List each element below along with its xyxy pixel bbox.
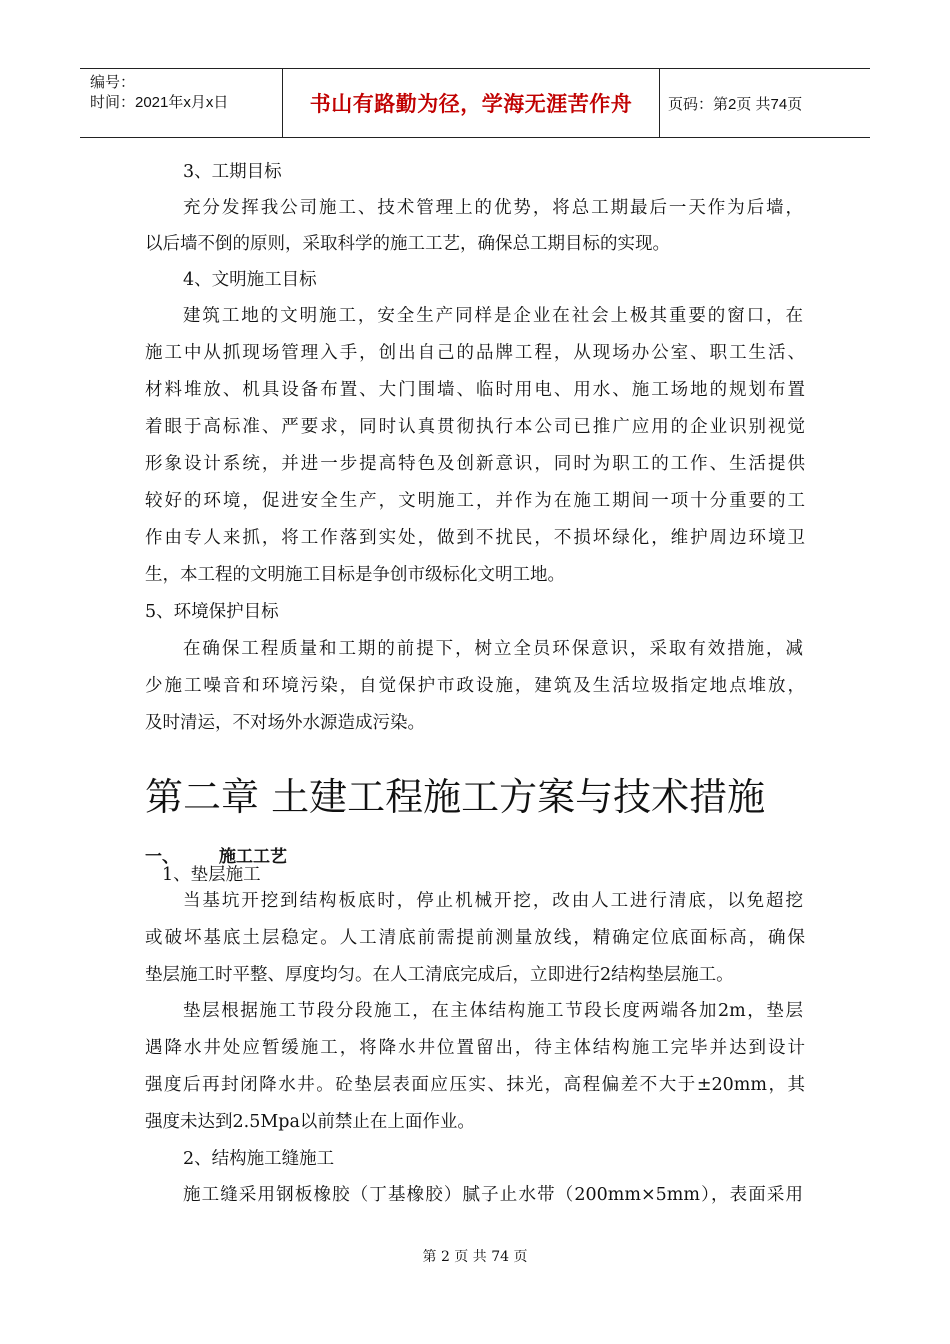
- paragraph-line: 强度未达到2.5Mpa以前禁止在上面作业。: [145, 1112, 475, 1132]
- heading-environment-goal: 5、环境保护目标: [145, 602, 279, 622]
- heading-construction-joint: 2、结构施工缝施工: [183, 1149, 335, 1169]
- section-title: 施工工艺: [219, 847, 287, 867]
- header-motto: 书山有路勤为径，学海无涯苦作舟: [309, 92, 633, 116]
- code-label: 编号：: [90, 74, 136, 91]
- paragraph-line: 少施工噪音和环境污染，自觉保护市政设施，建筑及生活垃圾指定地点堆放，: [145, 676, 805, 696]
- paragraph-line: 遇降水井处应暂缓施工，将降水井位置留出，待主体结构施工完毕并达到设计: [145, 1038, 805, 1058]
- paragraph-line: 施工中从抓现场管理入手，创出自己的品牌工程，从现场办公室、职工生活、: [145, 343, 805, 363]
- section-number: 一、: [145, 847, 179, 867]
- paragraph-line: 充分发挥我公司施工、技术管理上的优势，将总工期最后一天作为后墙，: [183, 198, 803, 218]
- paragraph-line: 当基坑开挖到结构板底时，停止机械开挖，改由人工进行清底，以免超挖: [183, 891, 803, 911]
- header-page-info: 页码：第2页 共74页: [668, 95, 803, 113]
- paragraph-line: 较好的环境，促进安全生产，文明施工，并作为在施工期间一项十分重要的工: [145, 491, 805, 511]
- chapter-title: 第二章 土建工程施工方案与技术措施: [145, 775, 766, 819]
- paragraph-line: 生，本工程的文明施工目标是争创市级标化文明工地。: [145, 565, 565, 585]
- paragraph-line: 或破坏基底土层稳定。人工清底前需提前测量放线，精确定位底面标高，确保: [145, 928, 805, 948]
- page-footer: 第 2 页 共 74 页: [422, 1249, 528, 1265]
- paragraph-line: 材料堆放、机具设备布置、大门围墙、临时用电、用水、施工场地的规划布置: [145, 380, 805, 400]
- paragraph-line: 及时清运，不对场外水源造成污染。: [145, 713, 425, 733]
- paragraph-line: 施工缝采用钢板橡胶（丁基橡胶）腻子止水带（200mm×5mm），表面采用: [183, 1185, 803, 1205]
- heading-cushion-layer: 1、垫层施工: [162, 865, 261, 885]
- paragraph-line: 建筑工地的文明施工，安全生产同样是企业在社会上极其重要的窗口，在: [183, 306, 803, 326]
- heading-civilized-construction: 4、文明施工目标: [183, 270, 317, 290]
- time-label: 时间：2021年x月x日: [90, 94, 229, 111]
- paragraph-line: 以后墙不倒的原则，采取科学的施工工艺，确保总工期目标的实现。: [145, 234, 670, 254]
- paragraph-line: 垫层施工时平整、厚度均匀。在人工清底完成后，立即进行2结构垫层施工。: [145, 965, 734, 985]
- paragraph-line: 强度后再封闭降水井。砼垫层表面应压实、抹光，高程偏差不大于±20mm，其: [145, 1075, 805, 1095]
- paragraph-line: 垫层根据施工节段分段施工，在主体结构施工节段长度两端各加2m，垫层: [183, 1001, 803, 1021]
- paragraph-line: 形象设计系统，并进一步提高特色及创新意识，同时为职工的工作、生活提供: [145, 454, 805, 474]
- paragraph-line: 在确保工程质量和工期的前提下，树立全员环保意识，采取有效措施，减: [183, 639, 803, 659]
- paragraph-line: 着眼于高标准、严要求，同时认真贯彻执行本公司已推广应用的企业识别视觉: [145, 417, 805, 437]
- heading-schedule-goal: 3、工期目标: [183, 162, 282, 182]
- header-meta: [80, 69, 283, 137]
- paragraph-line: 作由专人来抓，将工作落到实处，做到不扰民，不损坏绿化，维护周边环境卫: [145, 528, 805, 548]
- page-header: [80, 68, 870, 138]
- header-motto-cell: [283, 69, 660, 137]
